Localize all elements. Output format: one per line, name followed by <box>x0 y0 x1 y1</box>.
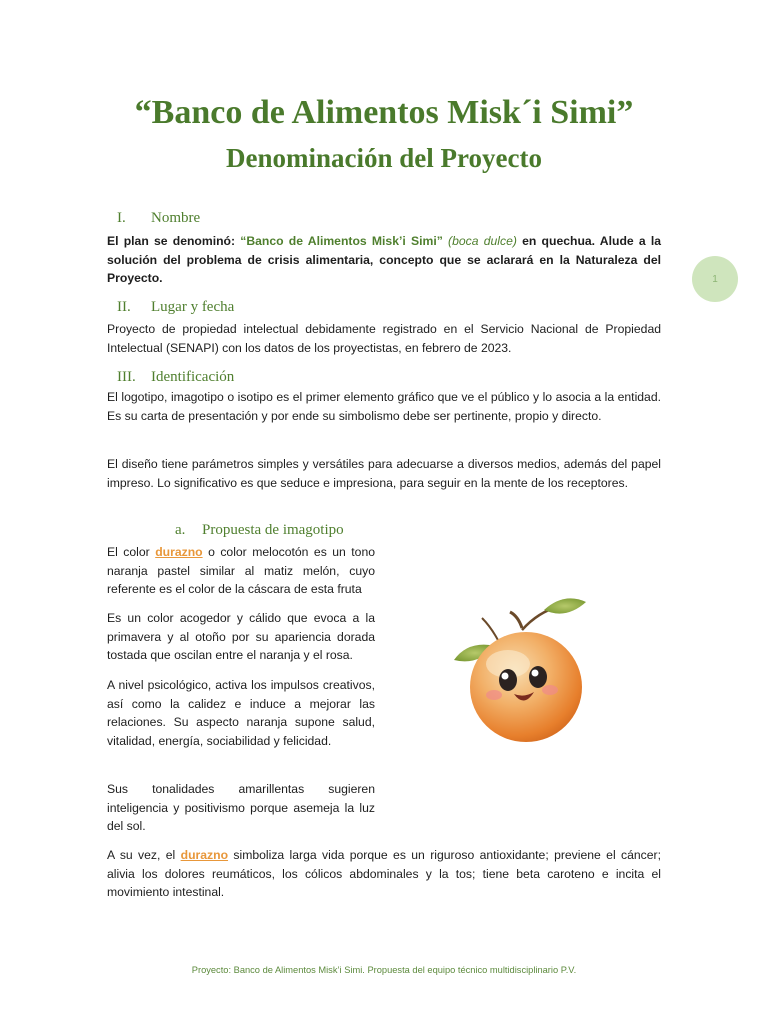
project-name: “Banco de Alimentos Misk’i Simi” <box>240 234 443 248</box>
text: A su vez, el <box>107 848 181 862</box>
italic-note: (boca dulce) <box>442 234 517 248</box>
text: o color melocotón es un tono naranja pastel similar al matiz melón, cuyo referente es el color de la cáscara de esta fruta <box>107 545 376 597</box>
text: El plan se denominó: <box>107 234 241 248</box>
page-number-badge: 1 <box>692 256 738 302</box>
section-number: III. <box>117 369 136 385</box>
paragraph-identificacion-2: El diseño tiene parámetros simples y versátiles para adecuarse a diversos medios, además del papel impreso. Lo significativo es que seduce e impresiona, para seguir en la mente de los receptores. <box>107 457 661 490</box>
section-title: Identificación <box>151 369 235 385</box>
paragraph-lugar: Proyecto de propiedad intelectual debidamente registrado en el Servicio Nacional de Propiedad Intelectual (SENAPI) con los datos de los proyectistas, en febrero de 2023. <box>107 322 661 355</box>
section-heading-identificacion <box>117 369 234 386</box>
paragraph-nombre <box>107 232 661 288</box>
page-footer: Proyecto: Banco de Alimentos Misk’i Simi. Propuesta del equipo técnico multidisciplinario P.V. <box>191 965 577 975</box>
paragraph-propuesta-3: A nivel psicológico, activa los impulsos creativos, así como la calidez e induce a mejorar las relaciones. Su aspecto naranja supone salud, vitalidad, energía, sociabilidad y felicidad. <box>107 678 375 749</box>
peach-mascot-icon <box>448 592 598 747</box>
section-title: Lugar y fecha <box>151 299 235 315</box>
text: simboliza larga vida porque es un riguroso antioxidante; previene el cáncer; alivia los dolores reumáticos, los cólicos abdominales y la tos; tiene beta caroteno e incita el movimiento intestinal. <box>107 848 661 900</box>
section-title: Nombre <box>151 210 201 226</box>
subsection-heading-propuesta <box>175 522 344 539</box>
highlight-durazno: durazno <box>155 545 203 559</box>
paragraph-propuesta-2: Es un color acogedor y cálido que evoca a la primavera y al otoño por su apariencia dorada tostada que oscilan entre el naranja y el rosa. <box>107 611 375 663</box>
paragraph-propuesta-5 <box>107 846 661 902</box>
subsection-number: a. <box>175 522 186 538</box>
document-title: “Banco de Alimentos Misk´i Simi” <box>134 94 634 131</box>
paragraph-propuesta-4: Sus tonalidades amarillentas sugieren inteligencia y positivismo porque asemeja la luz del sol. <box>107 782 375 834</box>
paragraph-identificacion-1: El logotipo, imagotipo o isotipo es el primer elemento gráfico que ve el público y lo asocia a la entidad. Es su carta de presentación y por ende su simbolismo debe ser pertinente, propio y directo. <box>107 390 661 423</box>
paragraph-propuesta-1 <box>107 543 375 599</box>
section-heading-nombre <box>117 210 200 227</box>
subsection-title: Propuesta de imagotipo <box>202 522 344 538</box>
section-number: II. <box>117 299 131 315</box>
document-subtitle: Denominación del Proyecto <box>226 143 542 173</box>
section-heading-lugar <box>117 299 234 316</box>
text: El color <box>107 545 156 559</box>
section-number: I. <box>117 210 126 226</box>
text: en quechua. Alude a la solución del problema de crisis alimentaria, concepto que se aclarará en la Naturaleza del Proyecto. <box>107 234 662 286</box>
highlight-durazno: durazno <box>180 848 229 862</box>
